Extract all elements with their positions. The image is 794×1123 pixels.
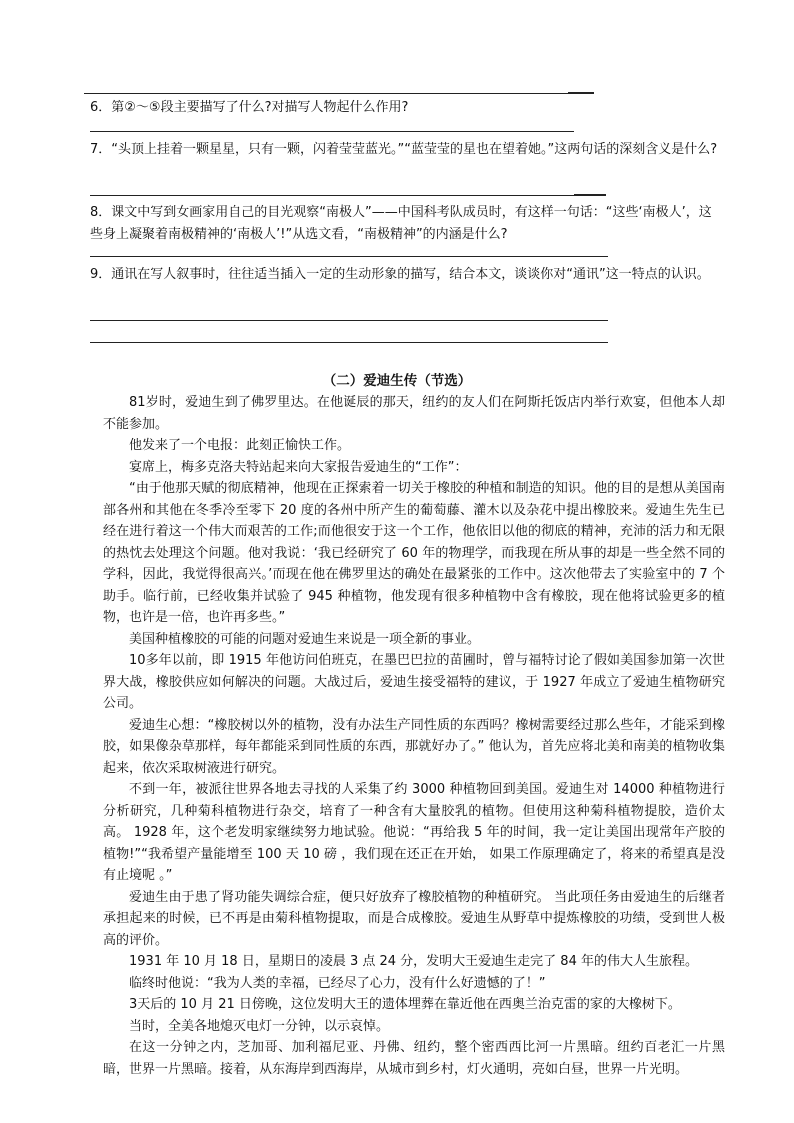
article-paragraph: 爱迪生心想：“橡胶树以外的植物，没有办法生产同性质的东西吗？橡树需要经过那么些年，才能采到橡胶，如果像杂草那样，每年都能采到同性质的东西，那就好办了。” 他认为，首先应将北美和南美的植物收集起来，依次采取树液进行研究。 — [103, 717, 725, 776]
question-8: 8．课文中写到女画家用自己的目光观察“南极人”——中国科考队成员时，有这样一句话：“这些‘南极人’，这些身上凝聚着南极精神的‘南极人’!”从选文看，“南极精神”的内涵是什么? — [90, 205, 712, 242]
article-paragraph: 爱迪生由于患了肾功能失调综合症，便只好放弃了橡胶植物的种植研究。 当此项任务由爱迪生的后继者承担起来的时候，已不再是由菊科植物提取，而是合成橡胶。爱迪生从野草中提炼橡胶的功绩，受到世人极高的评价。 — [103, 889, 725, 948]
article-paragraph: 3天后的 10 月 21 日傍晚，这位发明大王的遗体埋葬在靠近他在西奥兰治克雷的家的大橡树下。 — [129, 997, 681, 1012]
article-paragraph: 81岁时，爱迪生到了佛罗里达。在他诞辰的那天，纽约的友人们在阿斯托饭店内举行欢宴，但他本人却不能参加。 — [103, 395, 725, 432]
article-body — [103, 392, 725, 1080]
article-title: （二）爱迪生传（节选） — [322, 373, 472, 389]
answer-line-end — [568, 92, 594, 94]
article-paragraph: 在这一分钟之内，芝加哥、加利福尼亚、丹佛、纽约，整个密西西比河一片黑暗。纽约百老汇一片黑暗，世界一片黑暗。接着，从东海岸到西海岸，从城市到乡村，灯火通明，亮如白昼，世界一片光明。 — [103, 1040, 725, 1077]
article-paragraph: 不到一年，被派往世界各地去寻找的人采集了约 3000 种植物回到美国。爱迪生对 14000 种植物进行分析研究，几种菊科植物进行杂交，培育了一种含有大量胶乳的植物。但使用这种菊科植物提胶，造价太高。 1928 年，这个老发明家继续努力地试验。他说：“再给我 5 年的时间，我一定让美国出现常年产胶的植物!”“我希望产量能增至 100 天 10 磅 ，我们现在还正在开始， 如果工作原理确定了，将来的希望真是没有止境呢 。” — [103, 782, 725, 883]
answer-line — [90, 342, 608, 343]
article-paragraph: 10多年以前，即 1915 年他访问伯班克，在墨巴巴拉的苗圃时，曾与福特讨论了假如美国参加第一次世界大战，橡胶供应如何解决的问题。大战过后，爱迪生接受福特的建议，于 1927 年成立了爱迪生植物研究公司。 — [103, 653, 725, 711]
answer-line — [84, 93, 568, 94]
article-paragraph: 1931 年 10 月 18 日，星期日的凌晨 3 点 24 分，发明大王爱迪生走完了 84 年的伟大人生旅程。 — [129, 954, 698, 969]
answer-line — [90, 320, 608, 321]
answer-line — [90, 195, 574, 196]
article-paragraph: 他发来了一个电报：此刻正愉快工作。 — [129, 438, 351, 453]
question-9: 9．通讯在写人叙事时，往往适当插入一定的生动形象的描写，结合本文，谈谈你对“通讯”这一特点的认识。 — [90, 267, 710, 282]
answer-line — [90, 131, 574, 132]
answer-line-end — [574, 194, 606, 196]
article-paragraph: 临终时他说：“我为人类的幸福，已经尽了心力，没有什么好遗憾的了！” — [129, 975, 546, 991]
article-paragraph: 宴席上，梅多克洛夫特站起来向大家报告爱迪生的“工作”： — [129, 459, 468, 475]
article-paragraph: “由于他那天赋的彻底精神，他现在正探索着一切关于橡胶的种植和制造的知识。他的目的是想从美国南部各州和其他在冬季冷至零下 20 度的各州中所产生的葡萄藤、灌木以及杂花中提出橡胶来。爱迪生先生已经在进行着这一个伟大而艰苦的工作;而他很安于这一个工作，他依旧以他的彻底的精神，充沛的活力和无限的热忱去处理这个问题。他对我说：‘我已经研究了 60 年的物理学，而我现在所从事的却是一些全然不同的学科，因此，我觉得很高兴。’而现在他在佛罗里达的确处在最紧张的工作中。这次他带去了实验室中的 7 个助手。临行前，已经收集并试验了 945 种植物，他发现有很多种植物中含有橡胶，现在他将试验更多的植物，也许是一倍，也许再多些。” — [103, 481, 725, 625]
question-6: 6．第②～⑤段主要描写了什么?对描写人物起什么作用? — [90, 100, 409, 115]
answer-line — [90, 256, 608, 257]
question-7: 7．“头顶上挂着一颗星星，只有一颗，闪着莹莹蓝光。”“蓝莹莹的星也在望着她。”这两句话的深刻含义是什么? — [90, 142, 718, 157]
article-paragraph: 美国种植橡胶的可能的问题对爱迪生来说是一项全新的事业。 — [129, 631, 481, 647]
article-paragraph: 当时，全美各地熄灭电灯一分钟，以示哀悼。 — [129, 1018, 390, 1034]
